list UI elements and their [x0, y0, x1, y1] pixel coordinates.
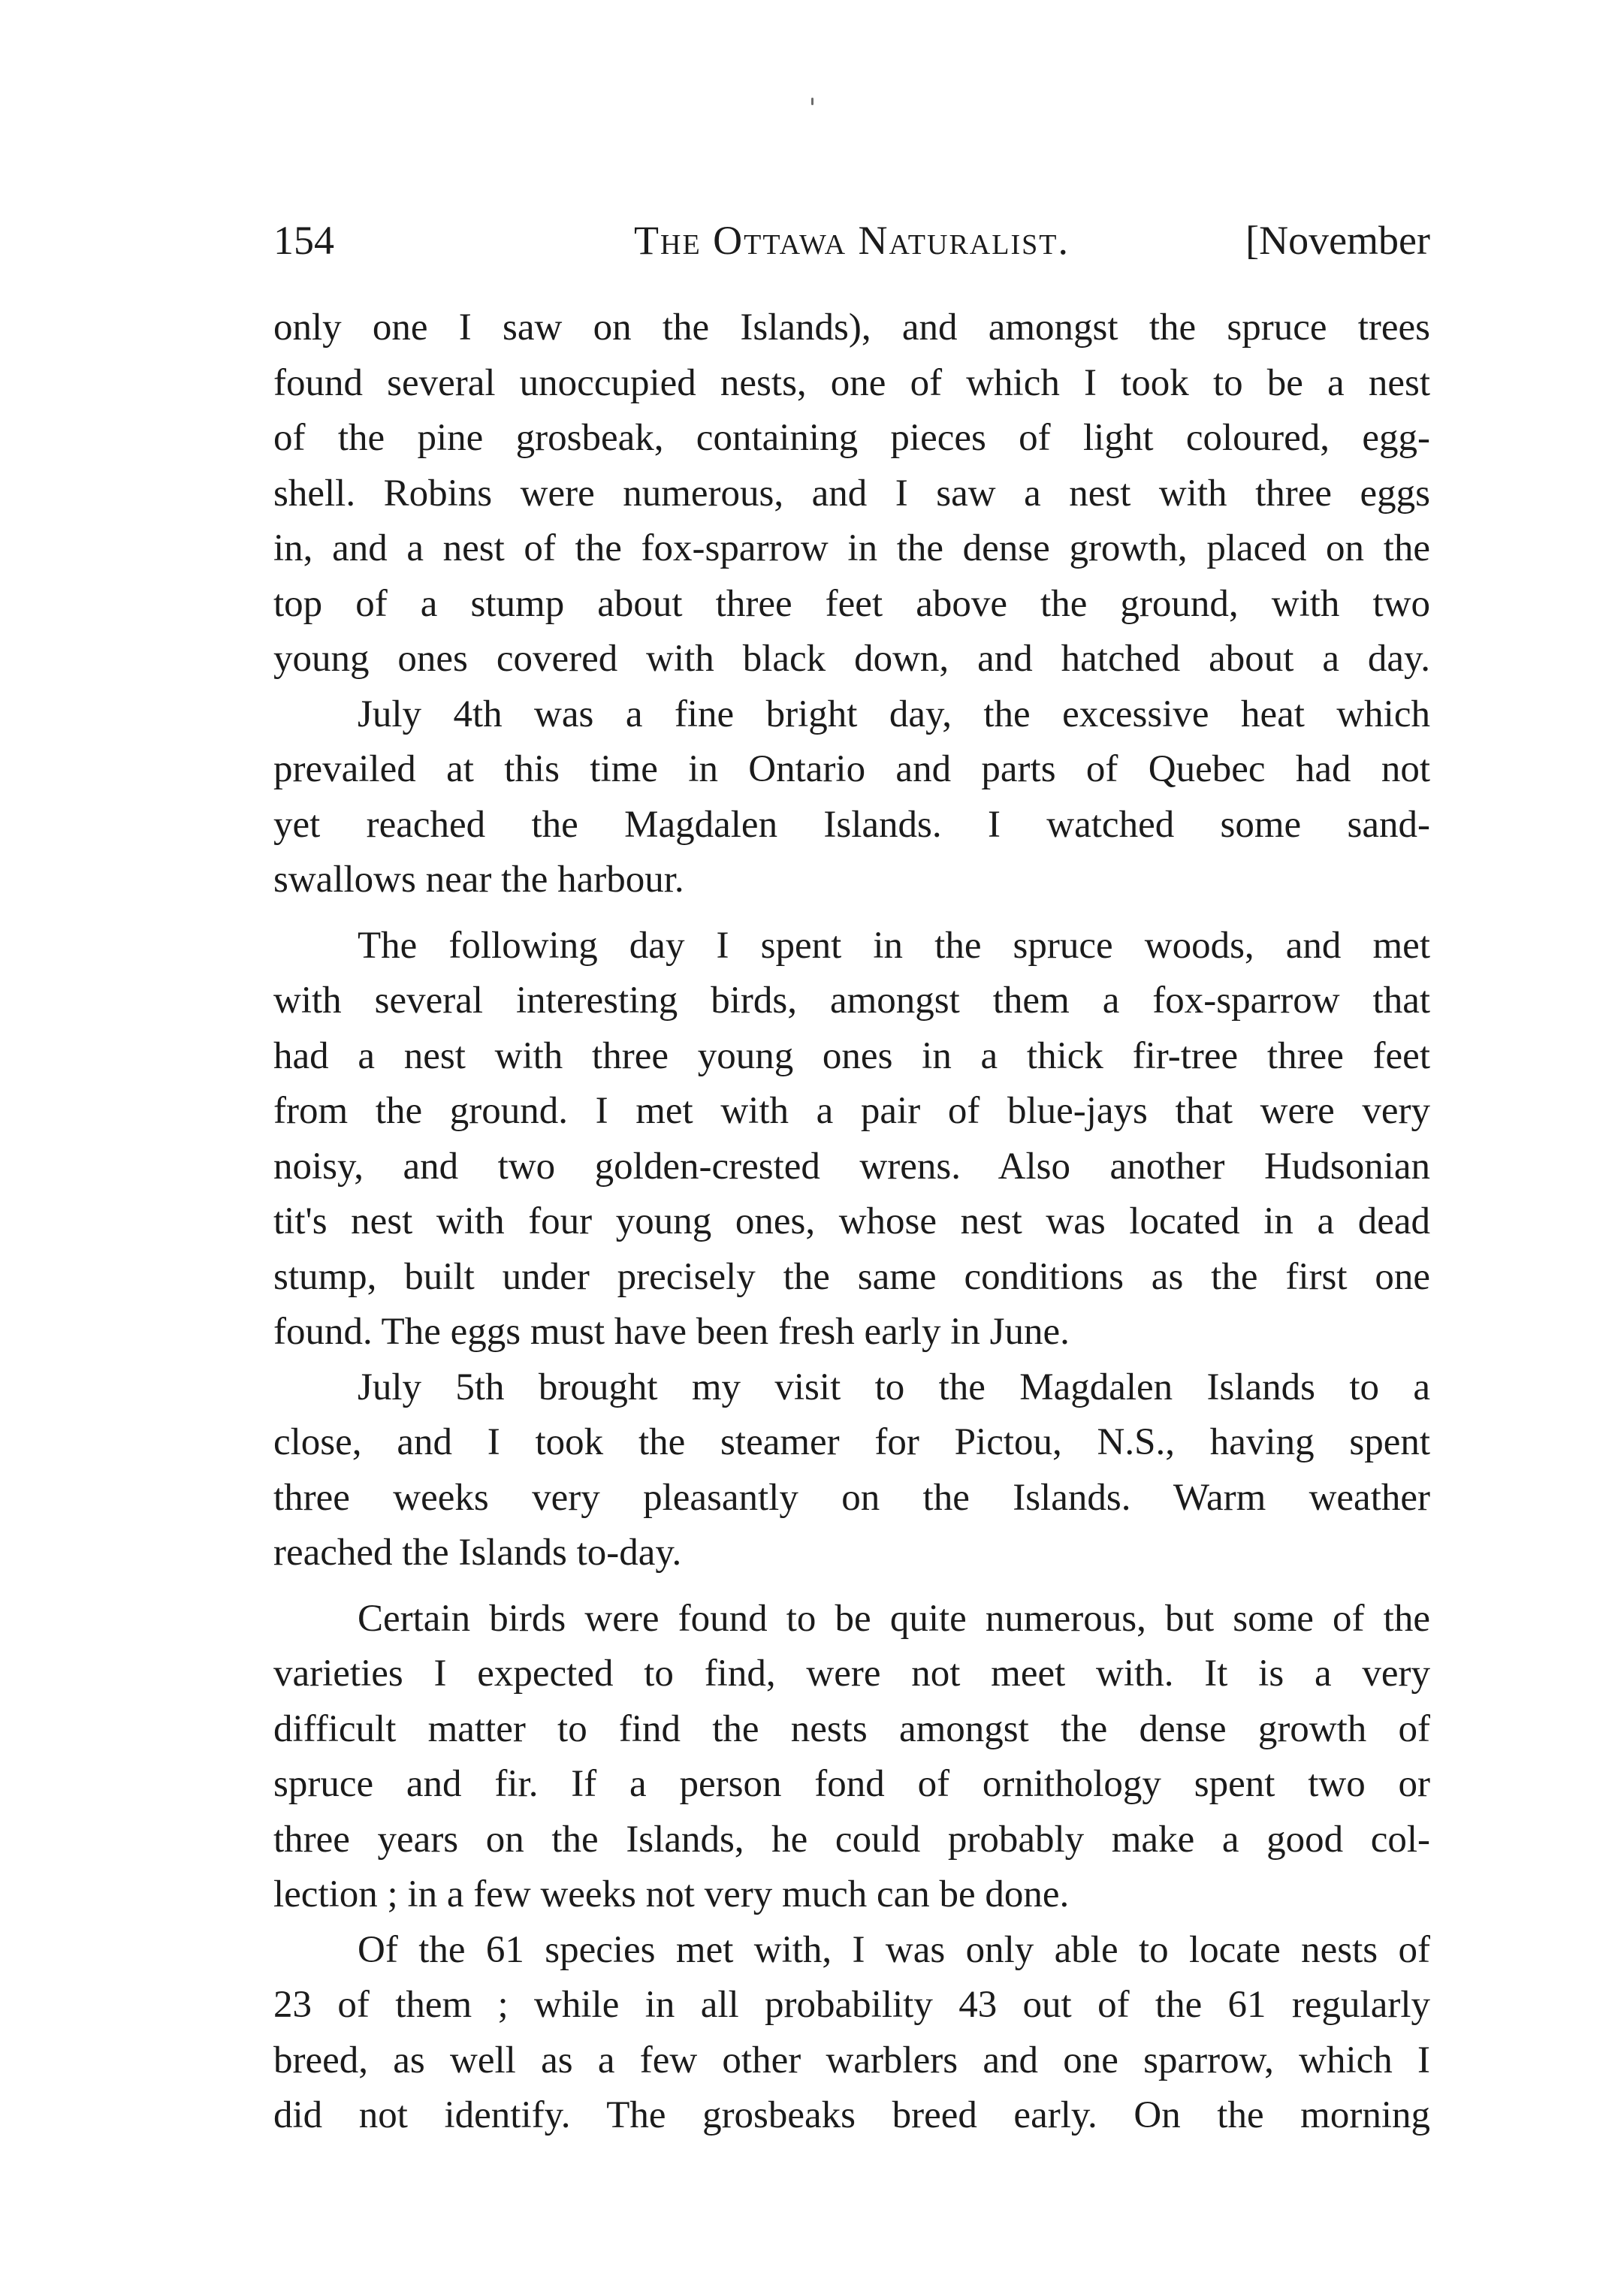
text-line: had a nest with three young ones in a thick fir-tree three feet — [273, 1034, 1430, 1077]
paragraph — [273, 300, 1430, 687]
text-line: three weeks very pleasantly on the Islands. Warm weather — [273, 1476, 1430, 1519]
text-line: lection ; in a few weeks not very much can be done. — [273, 1873, 1070, 1915]
text-line: breed, as well as a few other warblers and one sparrow, which I — [273, 2039, 1430, 2081]
paragraph — [273, 687, 1430, 908]
text-line: with several interesting birds, amongst them a fox-sparrow that — [273, 980, 1430, 1022]
text-line: young ones covered with black down, and hatched about a day. — [273, 638, 1430, 680]
text-line: July 4th was a fine bright day, the excessive heat which — [358, 693, 1430, 735]
text-line: found. The eggs must have been fresh early in June. — [273, 1311, 1070, 1353]
text-line: reached the Islands to-day. — [273, 1532, 682, 1574]
text-line: found several unoccupied nests, one of which I took to be a nest — [273, 361, 1430, 404]
paragraph — [273, 1592, 1430, 1923]
running-issue: [November — [1245, 218, 1430, 263]
text-line: in, and a nest of the fox-sparrow in the dense growth, placed on the — [273, 527, 1430, 569]
text-line: only one I saw on the Islands), and amongst the spruce trees — [273, 306, 1430, 349]
text-line: The following day I spent in the spruce woods, and met — [358, 924, 1430, 967]
running-title: The Ottawa Naturalist. — [634, 218, 1070, 263]
text-line: from the ground. I met with a pair of blue-jays that were very — [273, 1090, 1430, 1132]
paragraph — [273, 919, 1430, 1360]
text-line: three years on the Islands, he could probably make a good col- — [273, 1818, 1430, 1861]
text-line: close, and I took the steamer for Pictou, N.S., having spent — [273, 1421, 1430, 1463]
text-line: shell. Robins were numerous, and I saw a nest with three eggs — [273, 472, 1430, 515]
text-line: stump, built under precisely the same conditions as the first one — [273, 1255, 1430, 1298]
text-line: tit's nest with four young ones, whose nest was located in a dead — [273, 1200, 1430, 1242]
page-number: 154 — [273, 218, 334, 263]
text-line: of the pine grosbeak, containing pieces of light coloured, egg- — [273, 417, 1430, 459]
paragraph — [273, 1923, 1430, 2144]
paragraph — [273, 1360, 1430, 1581]
text-line: July 5th brought my visit to the Magdalen Islands to a — [358, 1366, 1430, 1408]
text-line: Of the 61 species met with, I was only able to locate nests of — [358, 1928, 1430, 1971]
text-line: 23 of them ; while in all probability 43 out of the 61 regularly — [273, 1984, 1430, 2026]
text-line: spruce and fir. If a person fond of ornithology spent two or — [273, 1763, 1430, 1805]
text-line: difficult matter to find the nests amongst the dense growth of — [273, 1707, 1430, 1750]
text-line: Certain birds were found to be quite numerous, but some of the — [358, 1597, 1430, 1640]
text-line: swallows near the harbour. — [273, 859, 684, 901]
body-text — [273, 300, 1430, 2144]
print-speck — [811, 98, 814, 105]
text-line: prevailed at this time in Ontario and parts of Quebec had not — [273, 748, 1430, 790]
text-line: did not identify. The grosbeaks breed early. On the morning — [273, 2094, 1430, 2136]
text-line: yet reached the Magdalen Islands. I watched some sand- — [273, 803, 1430, 846]
running-header — [273, 210, 1430, 270]
text-line: varieties I expected to find, were not meet with. It is a very — [273, 1653, 1430, 1695]
text-line: top of a stump about three feet above the ground, with two — [273, 582, 1430, 625]
text-line: noisy, and two golden-crested wrens. Also another Hudsonian — [273, 1145, 1430, 1188]
